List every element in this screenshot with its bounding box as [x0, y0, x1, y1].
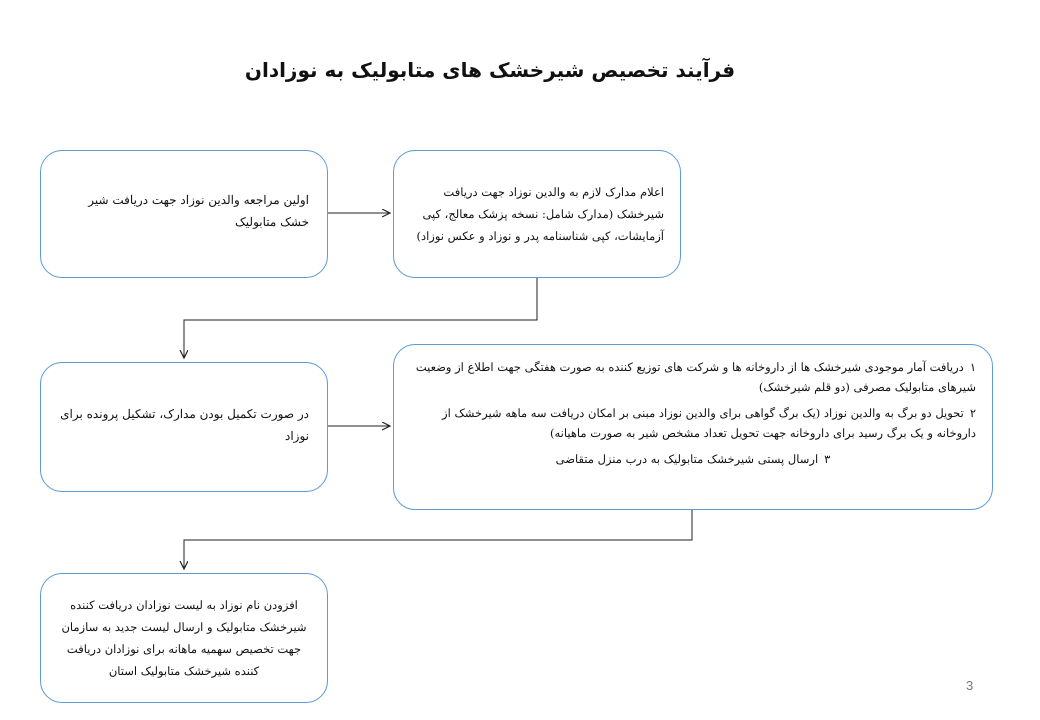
action-item-3-number: ۳	[824, 452, 831, 466]
action-item-1-number: ۱	[969, 360, 976, 374]
step-initial-visit-box	[40, 150, 328, 278]
page-number: 3	[966, 678, 974, 693]
action-item-3	[410, 449, 976, 469]
action-item-2	[410, 403, 976, 443]
step-file-creation-box	[40, 362, 328, 492]
step-required-documents-box	[393, 150, 681, 278]
action-item-2-text: تحویل دو برگ به والدین نوزاد (یک برگ گواهی برای والدین نوزاد مبنی بر امکان دریافت سه ماهه شیرخشک از داروخانه و یک برگ رسید برای داروخانه جهت تحویل تعداد مشخص شیر به صورت ماهیانه)	[442, 406, 976, 440]
action-item-1-text: دریافت آمار موجودی شیرخشک ها از داروخانه ها و شرکت های توزیع کننده به صورت هفتگی جهت اطلاع از وضعیت شیرهای متابولیک مصرفی (دو قلم شیرخشک)	[415, 360, 976, 394]
step-file-creation-text: در صورت تکمیل بودن مدارک، تشکیل پرونده برای نوزاد	[60, 407, 309, 443]
arrow-step4-to-step5	[184, 510, 692, 569]
step-add-to-list-text: افزودن نام نوزاد به لیست نوزادان دریافت کننده شیرخشک متابولیک و ارسال لیست جدید به سازمان جهت تخصیص سهمیه ماهانه برای نوزادان دریافت کننده شیرخشک متابولیک استان	[61, 598, 307, 678]
action-item-2-number: ۲	[969, 406, 976, 420]
step-required-documents-text: اعلام مدارک لازم به والدین نوزاد جهت دریافت شیرخشک (مدارک شامل: نسخه پزشک معالج، کپی آزمایشات، کپی شناسنامه پدر و نوزاد و عکس نوزاد)	[416, 185, 664, 243]
page-title: فرآیند تخصیص شیرخشک های متابولیک به نوزادان	[244, 58, 736, 82]
step-distribution-actions-box	[393, 344, 993, 510]
action-item-1	[410, 357, 976, 397]
step-initial-visit-text: اولین مراجعه والدین نوزاد جهت دریافت شیر خشک متابولیک	[88, 193, 309, 229]
step-add-to-list-box	[40, 573, 328, 703]
action-item-3-text: ارسال پستی شیرخشک متابولیک به درب منزل متقاضی	[555, 452, 819, 466]
